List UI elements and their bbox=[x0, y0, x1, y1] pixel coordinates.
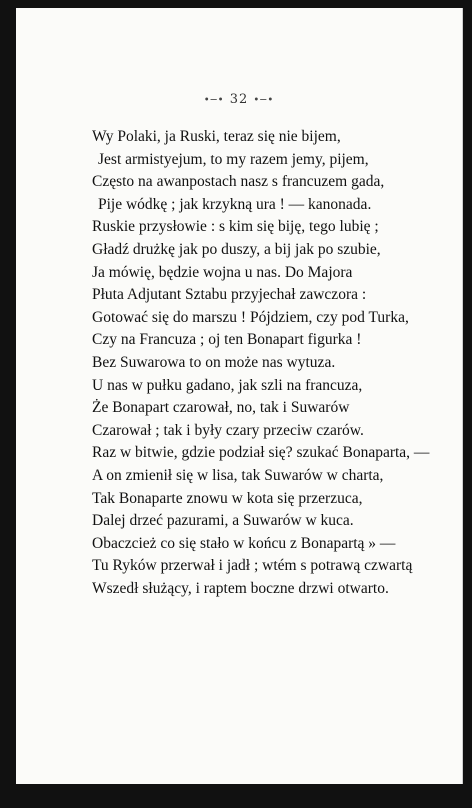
verse-line: Pije wódkę ; jak krzykną ura ! — kanonada. bbox=[98, 195, 372, 213]
ornament-right: •─• bbox=[253, 95, 275, 106]
verse-text bbox=[92, 126, 452, 600]
verse-line: Raz w bitwie, gdzie podział się? szukać Bonaparta, — bbox=[92, 444, 430, 462]
book-page bbox=[16, 8, 463, 784]
verse-line: Tak Bonaparte znowu w kota się przerzuca, bbox=[92, 489, 363, 507]
verse-line: U nas w pułku gadano, jak szli na francuza, bbox=[92, 376, 363, 394]
verse-line: Ja mówię, będzie wojna u nas. Do Majora bbox=[92, 263, 353, 281]
verse-line: Jest armistyejum, to my razem jemy, pijem, bbox=[98, 150, 369, 168]
page-number: 32 bbox=[229, 92, 249, 107]
verse-line: Tu Ryków przerwał i jadł ; wtém s potrawą czwartą bbox=[92, 557, 413, 575]
verse-line: Wy Polaki, ja Ruski, teraz się nie bijem, bbox=[92, 128, 341, 145]
ornament-left: •─• bbox=[203, 95, 225, 106]
verse-line: Obaczcież co się stało w końcu z Bonapartą » — bbox=[92, 534, 396, 552]
verse-line: Czarował ; tak i były czary przeciw czarów. bbox=[92, 421, 364, 439]
verse-line: Gładź drużkę jak po duszy, a bij jak po szubie, bbox=[92, 240, 381, 258]
verse-line: Bez Suwarowa to on może nas wytuza. bbox=[92, 353, 336, 371]
verse-line: Wszedł służący, i raptem boczne drzwi otwarto. bbox=[92, 579, 389, 597]
verse-line: Płuta Adjutant Sztabu przyjechał zawczora : bbox=[92, 286, 367, 304]
verse-line: Ruskie przysłowie : s kim się biję, tego lubię ; bbox=[92, 218, 379, 236]
verse-line: Czy na Francuza ; oj ten Bonapart figurka ! bbox=[92, 331, 362, 349]
verse-line: Gotować się do marszu ! Pójdziem, czy pod Turka, bbox=[92, 308, 409, 326]
verse-line: Dalej drzeć pazurami, a Suwarów w kuca. bbox=[92, 512, 354, 530]
verse-line: Często na awanpostach nasz s francuzem gada, bbox=[92, 173, 385, 191]
verse-line: A on zmienił się w lisa, tak Suwarów w charta, bbox=[92, 466, 384, 484]
verse-line: Że Bonapart czarował, no, tak i Suwarów bbox=[92, 399, 350, 417]
page-header bbox=[16, 92, 462, 107]
